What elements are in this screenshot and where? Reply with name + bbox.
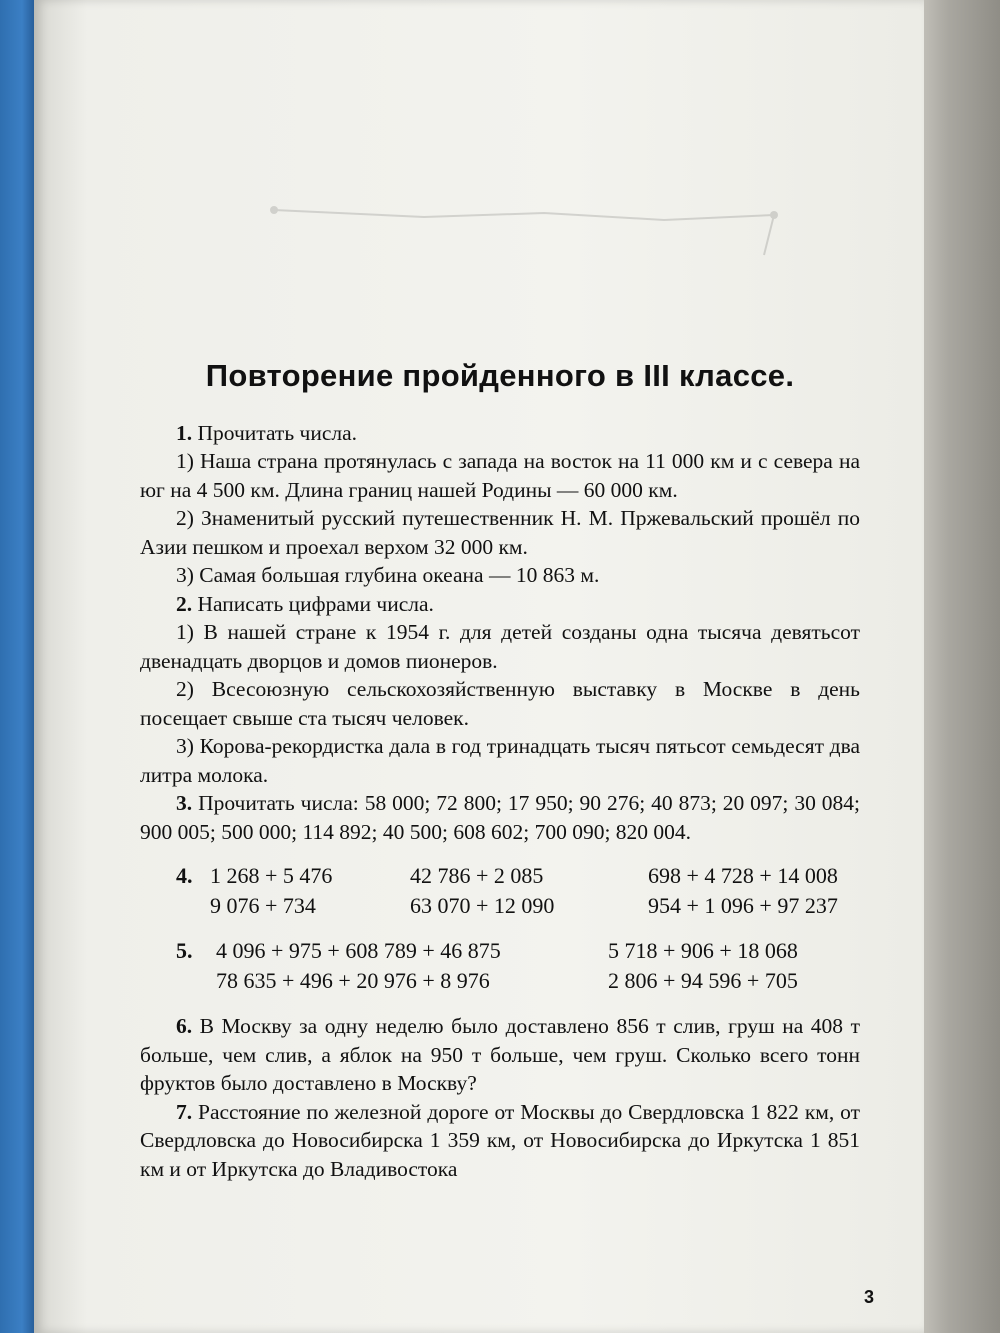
task-6 <box>140 1012 860 1098</box>
task-number: 5. <box>176 938 193 963</box>
expression: 5 718 + 906 + 18 068 <box>608 938 798 963</box>
task-text: Прочитать числа. <box>197 420 358 445</box>
expression: 2 806 + 94 596 + 705 <box>608 967 798 993</box>
expression: 4 096 + 975 + 608 789 + 46 875 <box>216 938 501 963</box>
task-5-expressions <box>176 937 798 996</box>
table-surface <box>914 0 1000 1333</box>
task-text: Расстояние по железной дороге от Москвы до Свердловска 1 822 км, от Свердловска до Новосибирска 1 359 км, от Новосибирска до Иркутска 1 851 км и от Иркутска до Владивостока <box>140 1099 860 1181</box>
task-4-expressions <box>176 862 838 921</box>
task-7 <box>140 1098 860 1184</box>
task-number: 6. <box>176 1014 193 1038</box>
task-number: 2. <box>176 591 193 616</box>
task-number: 1. <box>176 420 193 445</box>
page-content <box>140 358 861 1183</box>
expression: 42 786 + 2 085 <box>410 863 544 888</box>
task-text: Прочитать числа: 58 000; 72 800; 17 950; 90 276; 40 873; 20 097; 30 084; 900 005; 500 000; 114 892; 40 500; 608 602; 700 090; 820 004. <box>140 791 861 844</box>
expression: 63 070 + 12 090 <box>410 892 555 918</box>
task-3 <box>140 789 860 846</box>
task-2-sub-1: 1) В нашей стране к 1954 г. для детей созданы одна тысяча девятьсот двенадцать дворцов и домов пионеров. <box>140 620 860 673</box>
task-2-sub-2: 2) Всесоюзную сельскохозяйственную выставку в Москве в день посещает свыше ста тысяч человек. <box>140 677 860 730</box>
task-2 <box>140 590 860 619</box>
task-1 <box>140 419 860 448</box>
expression: 954 + 1 096 + 97 237 <box>648 892 838 918</box>
task-number: 7. <box>176 1099 193 1124</box>
expression: 1 268 + 5 476 <box>210 863 333 888</box>
expression: 698 + 4 728 + 14 008 <box>648 863 838 888</box>
page-title: Повторение пройденного в III классе. <box>205 358 795 393</box>
task-text: В Москву за одну неделю было доставлено 856 т слив, груш на 408 т больше, чем слив, а яблок на 950 т больше, чем груш. Сколько всего тонн фруктов было доставлено в Москву? <box>140 1014 860 1095</box>
task-1-sub-3: 3) Самая большая глубина океана — 10 863 м. <box>176 563 600 587</box>
expression: 9 076 + 734 <box>210 892 316 918</box>
expression: 78 635 + 496 + 20 976 + 8 976 <box>216 967 490 993</box>
task-1-sub-1: 1) Наша страна протянулась с запада на восток на 11 000 км и с севера на юг на 4 500 км. Длина границ нашей Родины — 60 000 км. <box>140 449 860 502</box>
task-number: 3. <box>176 791 193 815</box>
task-1-sub-2: 2) Знаменитый русский путешественник Н. М. Пржевальский прошёл по Азии пешком и проехал верхом 32 000 км. <box>140 506 860 559</box>
task-2-sub-3: 3) Корова-рекордистка дала в год тринадцать тысяч пятьсот семьдесят два литра молока. <box>140 734 860 787</box>
page-number: 3 <box>864 1287 875 1307</box>
task-text: Написать цифрами числа. <box>197 591 434 616</box>
task-number: 4. <box>176 863 193 888</box>
bleed-through-map <box>264 195 784 265</box>
